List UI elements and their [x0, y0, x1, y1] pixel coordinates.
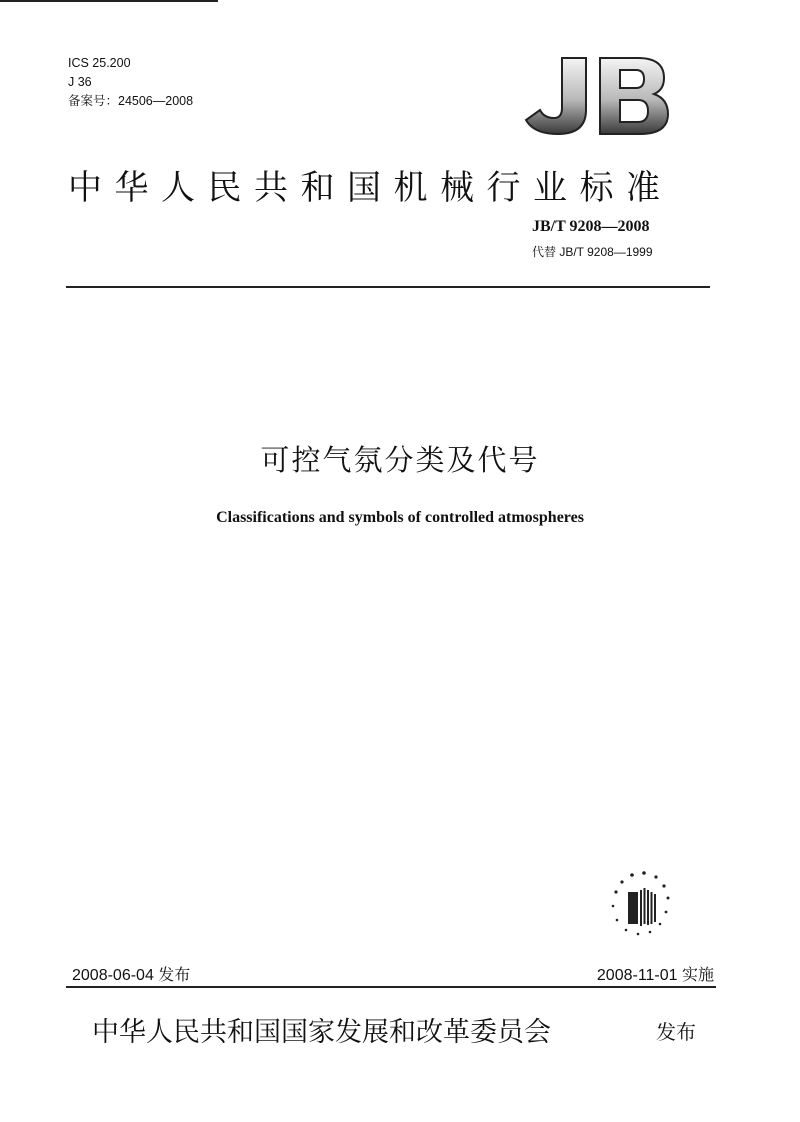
classification-block: [68, 54, 193, 111]
document-title-cn: 可控气氛分类及代号: [260, 443, 540, 477]
document-title-en: Classifications and symbols of controlled atmospheres: [216, 509, 584, 526]
standard-number: JB/T 9208—2008: [532, 218, 650, 235]
filing-number: 备案号：24506—2008: [68, 94, 194, 108]
ccs-code: J 36: [68, 75, 92, 89]
header-divider: [66, 286, 710, 288]
replaces-standard: 代替 JB/T 9208—1999: [532, 245, 653, 259]
publisher-seal-icon: [606, 862, 676, 942]
publisher-suffix: 发布: [656, 1020, 696, 1044]
publisher-name: 中华人民共和国国家发展和改革委员会: [92, 1017, 551, 1048]
top-edge-rule: [0, 0, 218, 2]
jb-logo: [520, 56, 670, 136]
implement-date: 2008-11-01 实施: [596, 967, 714, 984]
ics-code: ICS 25.200: [68, 56, 131, 70]
footer-divider: [66, 986, 716, 988]
organization-title: 中华人民共和国机械行业标准: [68, 168, 673, 208]
publish-date: 2008-06-04 发布: [72, 967, 191, 984]
